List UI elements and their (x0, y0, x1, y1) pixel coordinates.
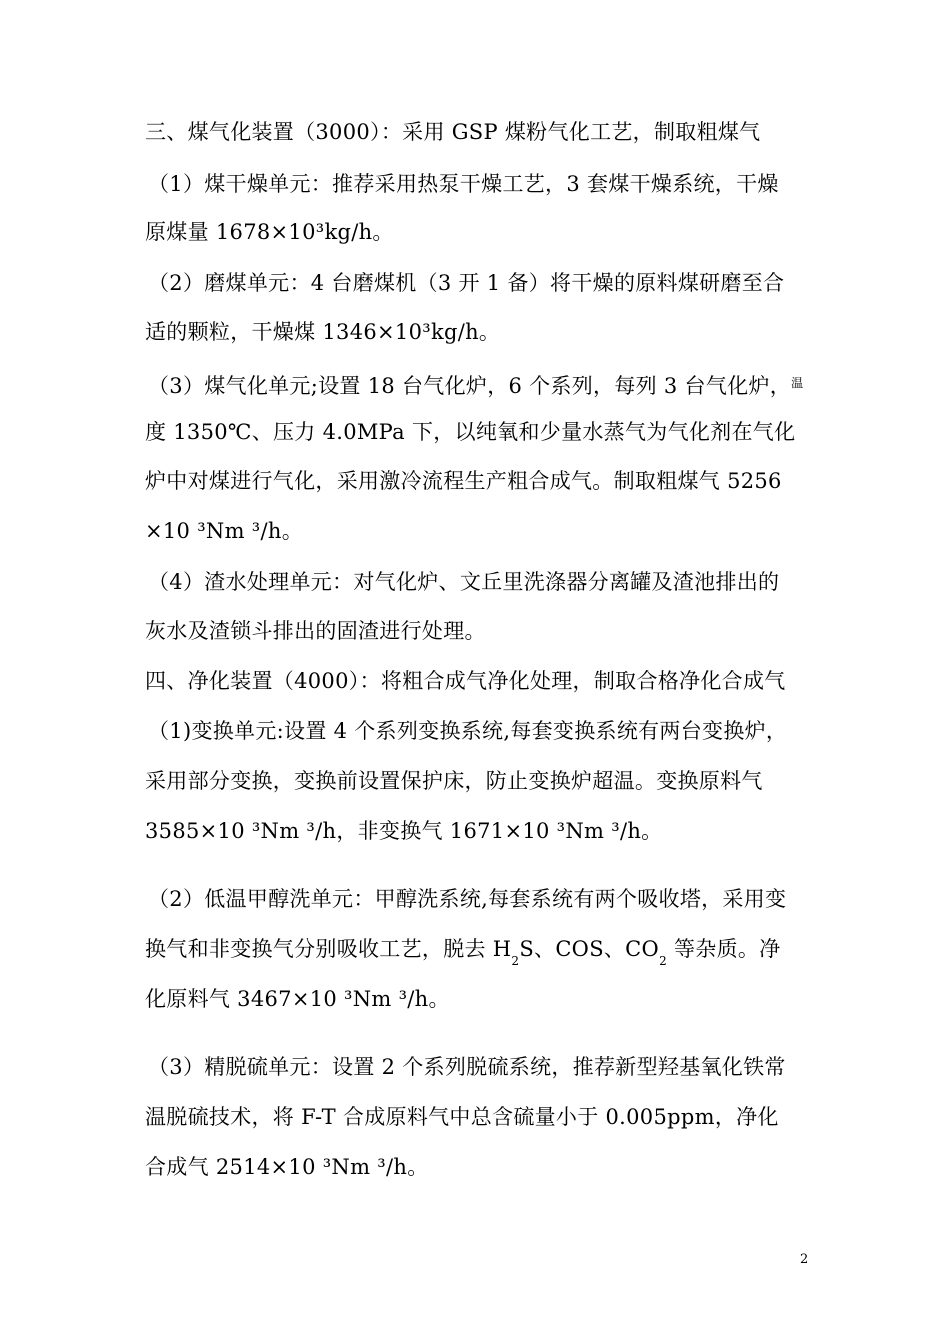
paragraph-line: 采用部分变换，变换前设置保护床，防止变换炉超温。变换原料气 (145, 769, 763, 793)
small-character: 温 (791, 376, 804, 390)
paragraph-line: （1）煤干燥单元：推荐采用热泵干燥工艺，3 套煤干燥系统，干燥 (148, 172, 779, 196)
paragraph-line: 度 1350℃、压力 4.0MPa 下，以纯氧和少量水蒸气为气化剂在气化 (145, 420, 796, 444)
line-text: 换气和非变换气分别吸收工艺，脱去 H (145, 937, 512, 961)
paragraph-line: 适的颗粒，干燥煤 1346×10³kg/h。 (145, 320, 501, 344)
subscript: 2 (659, 954, 668, 968)
paragraph-line: ×10 ³Nm ³/h。 (145, 519, 303, 543)
page-number: 2 (800, 1252, 809, 1267)
paragraph-line (148, 368, 818, 401)
paragraph-line: 合成气 2514×10 ³Nm ³/h。 (145, 1155, 429, 1179)
line-text: （3）煤气化单元;设置 18 台气化炉，6 个系列，每列 3 台气化炉， (148, 374, 792, 398)
paragraph-line: （4）渣水处理单元：对气化炉、文丘里洗涤器分离罐及渣池排出的 (148, 570, 780, 594)
paragraph-line: 灰水及渣锁斗排出的固渣进行处理。 (145, 619, 486, 643)
line-text: S、COS、CO (519, 937, 660, 961)
paragraph-line: （3）精脱硫单元：设置 2 个系列脱硫系统，推荐新型羟基氧化铁常 (148, 1055, 786, 1079)
paragraph-line: （2）磨煤单元：4 台磨煤机（3 开 1 备）将干燥的原料煤研磨至合 (148, 271, 785, 295)
paragraph-line (145, 934, 815, 976)
paragraph-line: 3585×10 ³Nm ³/h，非变换气 1671×10 ³Nm ³/h。 (145, 819, 663, 843)
paragraph-line: 炉中对煤进行气化，采用激冷流程生产粗合成气。制取粗煤气 5256 (145, 469, 782, 493)
subscript: 2 (511, 954, 520, 968)
paragraph-line: 温脱硫技术，将 F-T 合成原料气中总含硫量小于 0.005ppm，净化 (145, 1105, 779, 1129)
paragraph-line: （2）低温甲醇洗单元：甲醇洗系统,每套系统有两个吸收塔，采用变 (148, 887, 787, 911)
paragraph-line: 原煤量 1678×10³kg/h。 (145, 220, 394, 244)
section-heading-coal-gasification: 三、煤气化装置（3000）：采用 GSP 煤粉气化工艺，制取粗煤气 (145, 120, 761, 144)
line-text: 等杂质。净 (667, 937, 781, 961)
paragraph-line: 化原料气 3467×10 ³Nm ³/h。 (145, 987, 450, 1011)
paragraph-line: （1)变换单元:设置 4 个系列变换系统,每套变换系统有两台变换炉， (148, 719, 788, 743)
section-heading-purification: 四、净化装置（4000）：将粗合成气净化处理，制取合格净化合成气 (145, 669, 786, 693)
